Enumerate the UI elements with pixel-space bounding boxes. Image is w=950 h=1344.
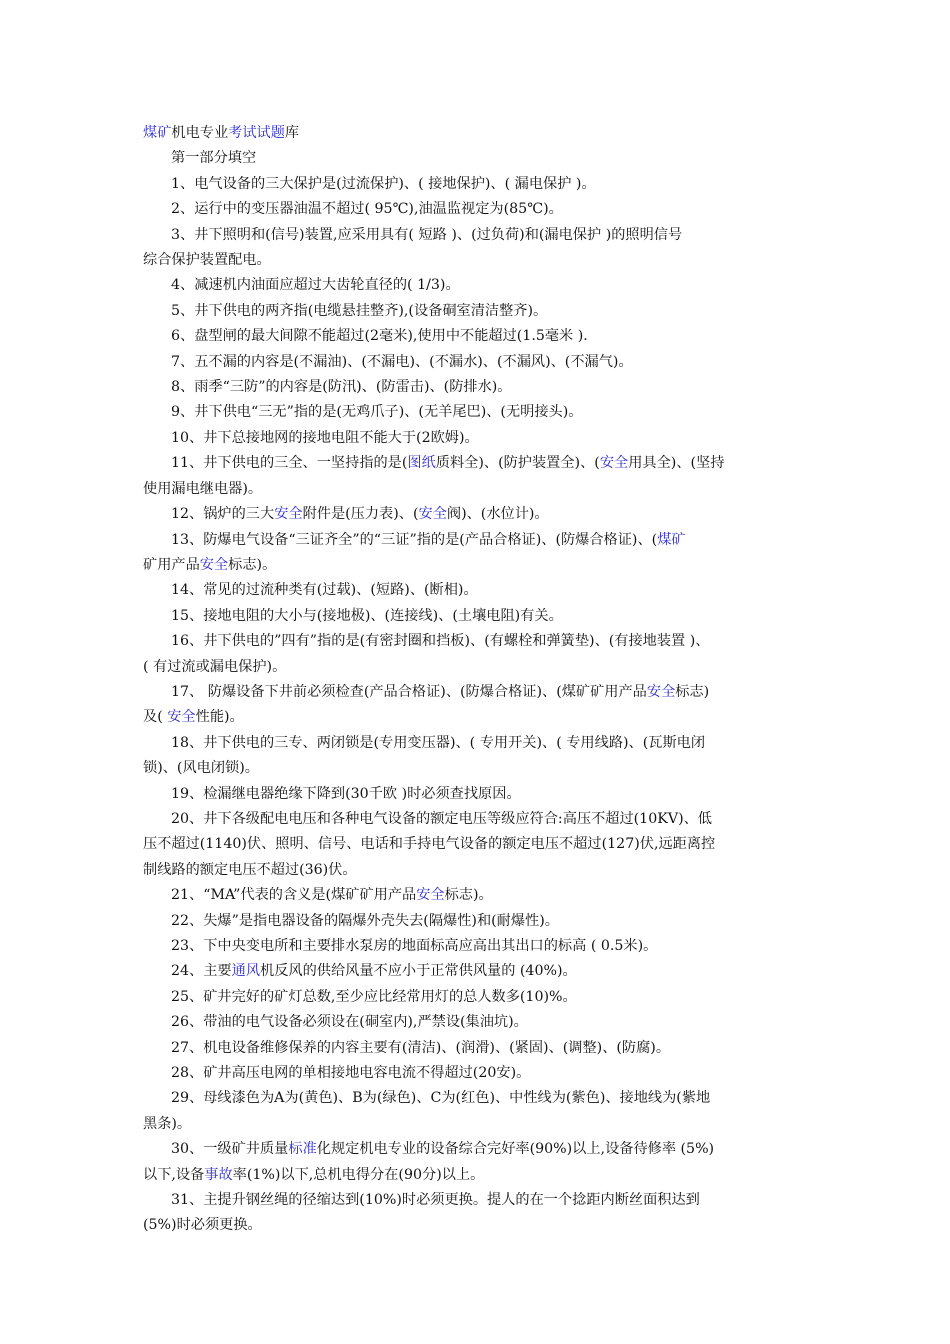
text-segment: 10、井下总接地网的接地电阻不能大于(2欧姆)。 [171, 429, 479, 446]
text-segment: 阀)、(水位计)。 [446, 506, 549, 523]
text-segment: 11、井下供电的三全、一坚持指的是( [171, 455, 408, 472]
text-segment: 库 [284, 125, 300, 141]
text-line [143, 1010, 812, 1035]
text-segment: 1、电气设备的三大保护是(过流保护)、( 接地保护)、( 漏电保护 )。 [171, 175, 596, 192]
keyword-link[interactable]: 事故 [204, 1166, 233, 1183]
text-line [143, 1036, 812, 1061]
text-line [143, 248, 812, 273]
text-segment: 率(1%)以下,总机电得分在(90分)以上。 [232, 1166, 485, 1183]
text-line [143, 756, 812, 781]
text-segment: 附件是(压力表)、( [302, 506, 419, 523]
text-segment: 5、井下供电的两齐指(电缆悬挂整齐),(设备硐室清洁整齐)。 [171, 302, 548, 319]
text-line [143, 553, 812, 578]
text-line [143, 223, 812, 248]
keyword-link[interactable]: 通风 [231, 963, 261, 980]
text-segment: 26、带油的电气设备必须设在(硐室内),严禁设(集油坑)。 [171, 1014, 528, 1031]
text-segment: 标志)。 [444, 887, 493, 904]
text-segment: 使用漏电继电器)。 [143, 480, 263, 497]
keyword-link[interactable]: 安全 [274, 506, 303, 523]
text-segment: 用具全)、(坚持 [628, 455, 725, 472]
text-segment: 21、“MA”代表的含义是(煤矿矿用产品 [171, 887, 417, 904]
text-segment: 6、盘型闸的最大间隙不能超过(2毫米),使用中不能超过(1.5毫米 ). [171, 328, 588, 345]
text-segment: 13、防爆电气设备“三证齐全”的“三证”指的是(产品合格证)、(防爆合格证)、( [171, 531, 658, 548]
text-line [143, 985, 812, 1010]
text-segment: (5%)时必须更换。 [143, 1217, 262, 1234]
text-segment: 锁)、(风电闭锁)。 [143, 760, 259, 777]
text-segment: 16、井下供电的”四有”指的是(有密封圈和挡板)、(有螺栓和弹簧垫)、(有接地装置 )、 [171, 633, 710, 650]
text-segment: 29、母线漆色为A为(黄色)、B为(绿色)、C为(红色)、中性线为(紫色)、接地线为(紫地 [171, 1090, 711, 1107]
text-segment: 14、常见的过流种类有(过载)、(短路)、(断相)。 [171, 582, 478, 599]
section-heading [143, 146, 812, 171]
text-line [143, 1163, 812, 1188]
text-line [143, 731, 812, 756]
text-segment: 标志)。 [228, 556, 277, 573]
text-segment: 31、主提升钢丝绳的径缩达到(10%)时必须更换。提人的在一个捻距内断丝面积达到 [171, 1192, 700, 1209]
text-segment: 质料全)、(防护装置全)、( [435, 455, 600, 472]
keyword-link[interactable]: 安全 [199, 556, 229, 573]
keyword-link[interactable]: 安全 [599, 455, 629, 472]
keyword-link[interactable]: 考试试题 [228, 125, 285, 141]
text-line [143, 655, 812, 680]
text-line [143, 959, 812, 984]
text-segment: 机电专业 [171, 125, 229, 141]
text-segment: 黑条)。 [143, 1115, 192, 1132]
keyword-link[interactable]: 图纸 [407, 455, 436, 472]
text-segment: 22、失爆”是指电器设备的隔爆外壳失去(隔爆性)和(耐爆性)。 [171, 912, 559, 929]
keyword-link[interactable]: 煤矿 [143, 125, 172, 141]
text-line [143, 1061, 812, 1086]
text-line [143, 324, 812, 349]
text-line [143, 680, 812, 705]
text-segment: 机反风的供给风量不应小于正常供风量的 (40%)。 [260, 963, 577, 980]
text-segment: 30、一级矿井质量 [171, 1141, 289, 1158]
text-line [143, 858, 812, 883]
text-segment: 及( [143, 709, 168, 726]
text-line [143, 172, 812, 197]
text-segment: 12、锅炉的三大 [171, 506, 275, 523]
text-line [143, 1188, 812, 1213]
text-line [143, 375, 812, 400]
text-line [143, 578, 812, 603]
text-segment: 3、井下照明和(信号)装置,应采用具有( 短路 )、(过负荷)和(漏电保护 )的照明信号 [171, 226, 683, 243]
text-segment: 27、机电设备维修保养的内容主要有(清洁)、(润滑)、(紧固)、(调整)、(防腐)。 [171, 1039, 671, 1056]
text-line [143, 273, 812, 298]
text-segment: 4、减速机内油面应超过大齿轮直径的( 1/3)。 [171, 277, 460, 294]
text-line [143, 883, 812, 908]
text-segment: 化规定机电专业的设备综合完好率(90%)以上,设备待修率 (5%) [316, 1141, 715, 1158]
keyword-link[interactable]: 煤矿 [657, 531, 686, 548]
text-line [143, 350, 812, 375]
text-line [143, 604, 812, 629]
text-segment: ( 有过流或漏电保护)。 [143, 658, 287, 675]
text-segment: 7、五不漏的内容是(不漏油)、(不漏电)、(不漏水)、(不漏风)、(不漏气)。 [171, 353, 633, 370]
keyword-link[interactable]: 安全 [646, 683, 676, 700]
text-line [143, 934, 812, 959]
text-segment: 2、运行中的变压器油温不超过( 95℃),油温监视定为(85℃)。 [171, 201, 563, 218]
text-line [143, 1137, 812, 1162]
text-line [143, 807, 812, 832]
text-segment: 第一部分填空 [171, 150, 257, 167]
text-segment: 压不超过(1140)伏、照明、信号、电话和手持电气设备的额定电压不超过(127)伏,远距离控 [143, 836, 716, 853]
text-line [143, 502, 812, 527]
text-segment: 9、井下供电“三无”指的是(无鸡爪子)、(无羊尾巴)、(无明接头)。 [171, 404, 583, 421]
text-segment: 18、井下供电的三专、两闭锁是(专用变压器)、( 专用开关)、( 专用线路)、(瓦斯电闭 [171, 734, 706, 751]
text-line [143, 705, 812, 730]
text-segment: 15、接地电阻的大小与(接地极)、(连接线)、(土壤电阻)有关。 [171, 607, 563, 624]
text-segment: 8、雨季“三防”的内容是(防汛)、(防雷击)、(防排水)。 [171, 379, 512, 396]
text-line [143, 909, 812, 934]
text-segment: 性能)。 [195, 709, 244, 726]
keyword-link[interactable]: 安全 [416, 887, 445, 904]
text-line [143, 1086, 812, 1111]
keyword-link[interactable]: 安全 [418, 506, 447, 523]
text-segment: 17、 防爆设备下井前必须检查(产品合格证)、(防爆合格证)、(煤矿矿用产品 [171, 683, 647, 700]
text-line [143, 1112, 812, 1137]
text-segment: 23、下中央变电所和主要排水泵房的地面标高应高出其出口的标高 ( 0.5米)。 [171, 938, 658, 954]
text-line [143, 299, 812, 324]
text-line [143, 426, 812, 451]
text-segment: 矿用产品 [143, 556, 200, 573]
text-segment: 以下,设备 [143, 1166, 205, 1183]
text-segment: 24、主要 [171, 963, 232, 980]
text-line [143, 477, 812, 502]
text-line [143, 528, 812, 553]
document-body [143, 121, 812, 1239]
text-line [143, 400, 812, 425]
text-segment: 28、矿井高压电网的单相接地电容电流不得超过(20安)。 [171, 1065, 531, 1082]
text-line [143, 451, 812, 476]
text-segment: 20、井下各级配电电压和各种电气设备的额定电压等级应符合:高压不超过(10KV)、低 [171, 810, 712, 827]
text-segment: 制线路的额定电压不超过(36)伏。 [143, 861, 357, 878]
keyword-link[interactable]: 安全 [167, 709, 196, 726]
text-segment: 25、矿井完好的矿灯总数,至少应比经常用灯的总人数多(10)%。 [171, 988, 577, 1005]
text-line [143, 832, 812, 857]
text-segment: 19、检漏继电器绝缘下降到(30千欧 )时必须查找原因。 [171, 785, 521, 802]
text-line [143, 629, 812, 654]
text-line [143, 782, 812, 807]
keyword-link[interactable]: 标准 [288, 1141, 317, 1158]
text-line [143, 1213, 812, 1238]
text-segment: 综合保护装置配电。 [143, 252, 271, 269]
text-line [143, 197, 812, 222]
text-segment: 标志) [675, 683, 710, 700]
document-title [143, 121, 812, 146]
